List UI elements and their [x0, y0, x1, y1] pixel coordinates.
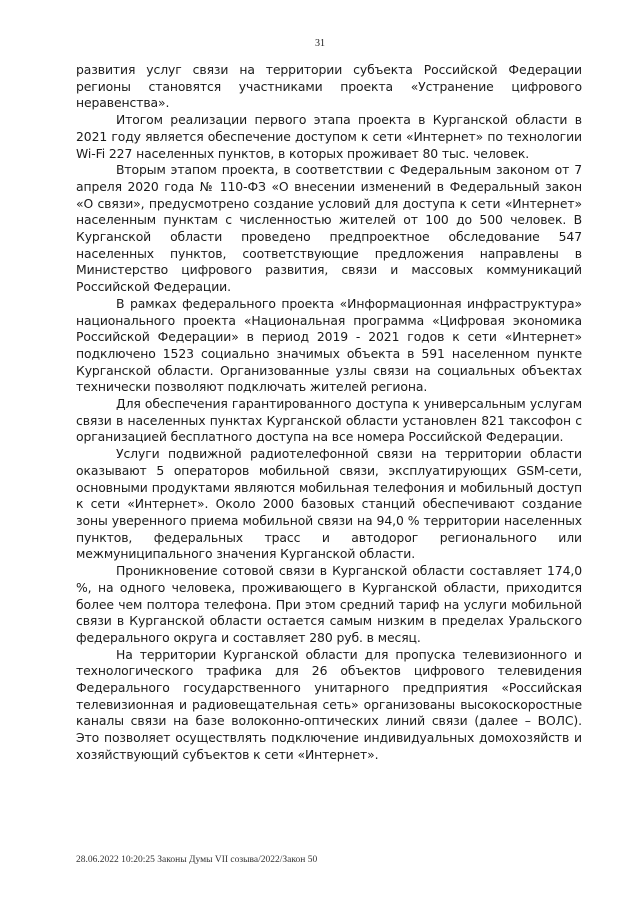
document-footer: 28.06.2022 10:20:25 Законы Думы VII созыва/2022/Закон 50 — [76, 855, 318, 865]
paragraph-5: Для обеспечения гарантированного доступа к универсальным услугам связи в населенных пунктах Курганской области установлен 821 таксофон с организацией бесплатного доступа на все номера Российской Федерации. — [76, 396, 582, 445]
paragraph-6: Услуги подвижной радиотелефонной связи на территории области оказывают 5 операторов мобильной связи, эксплуатирующих GSM-сети, основными продуктами являются мобильная телефония и мобильный доступ к сети «Интернет». Около 2000 базовых станций обеспечивают создание зоны уверенного приема мобильной связи на 94,0 % территории населенных пунктов, федеральных трасс и автодорог регионального или межмуниципального значения Курганской области. — [76, 446, 582, 562]
paragraph-3: Вторым этапом проекта, в соответствии с Федеральным законом от 7 апреля 2020 года № 110-ФЗ «О внесении изменений в Федеральный закон «О связи», предусмотрено создание условий для доступа к сети «Интернет» населенным пунктам с численностью жителей от 100 до 500 человек. В Курганской области проведено предпроектное обследование 547 населенных пунктов, соответствующие предложения направлены в Министерство цифрового развития, связи и массовых коммуникаций Российской Федерации. — [76, 162, 582, 295]
document-body — [76, 62, 582, 764]
page-number: 31 — [315, 38, 325, 49]
paragraph-1: развития услуг связи на территории субъекта Российской Федерации регионы становятся участниками проекта «Устранение цифрового неравенства». — [76, 62, 582, 111]
paragraph-4: В рамках федерального проекта «Информационная инфраструктура» национального проекта «Национальная программа «Цифровая экономика Российской Федерации» в период 2019 - 2021 годов к сети «Интернет» подключено 1523 социально значимых объекта в 591 населенном пункте Курганской области. Организованные узлы связи на социальных объектах технически позволяют подключать жителей региона. — [76, 295, 582, 395]
paragraph-8: На территории Курганской области для пропуска телевизионного и технологического трафика для 26 объектов цифрового телевидения Федерального государственного унитарного предприятия «Российская телевизионная и радиовещательная сеть» организованы высокоскоростные каналы связи на базе волоконно-оптических линий связи (далее – ВОЛС). Это позволяет осуществлять подключение индивидуальных домохозяйств и хозяйствующий субъектов к сети «Интернет». — [76, 646, 582, 762]
paragraph-2: Итогом реализации первого этапа проекта в Курганской области в 2021 году является обеспечение доступом к сети «Интернет» по технологии Wi-Fi 227 населенных пунктов, в которых проживает 80 тыс. человек. — [76, 112, 582, 161]
paragraph-7: Проникновение сотовой связи в Курганской области составляет 174,0 %, на одного человека, проживающего в Курганской области, приходится более чем полтора телефона. При этом средний тариф на услуги мобильной связи в Курганской области остается самым низким в пределах Уральского федерального округа и составляет 280 руб. в месяц. — [76, 563, 582, 645]
